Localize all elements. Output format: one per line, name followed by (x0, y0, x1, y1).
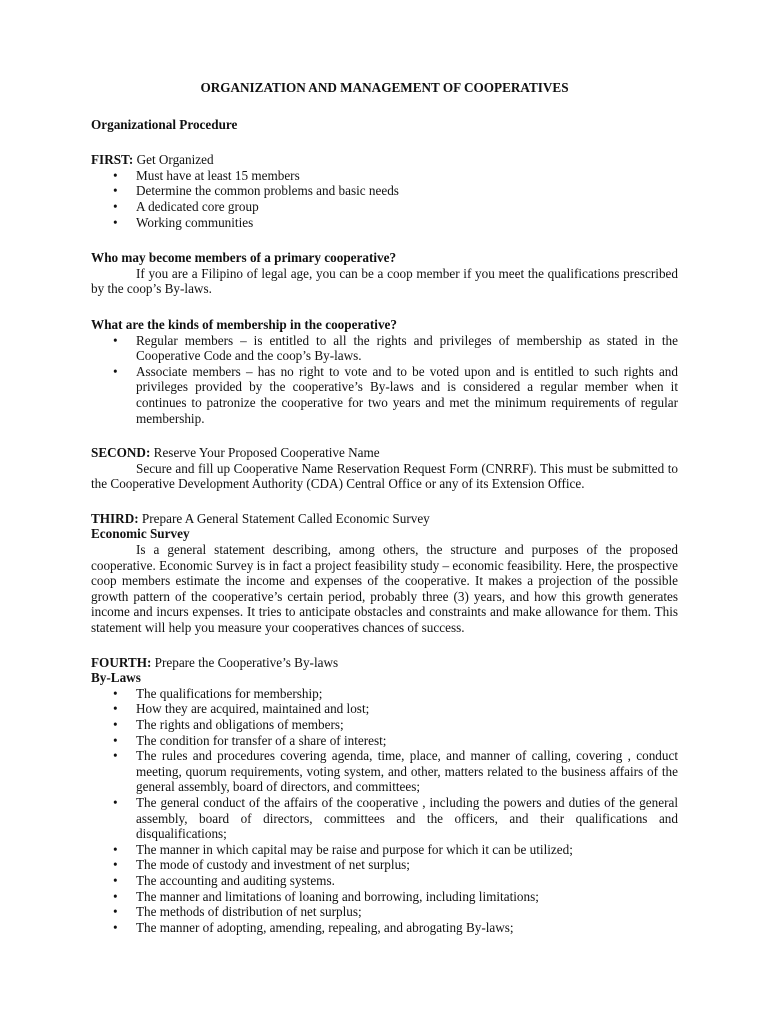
list-item: • The general conduct of the affairs of the cooperative , including the powers and duties of the general assembly, board of directors, committees and the officers, and their qualifications and disqualifications; (113, 794, 678, 842)
step-second-paragraph: Secure and fill up Cooperative Name Reservation Request Form (CNRRF). This must be submitted to the Cooperative Development Authority (CDA) Central Office or any of its Extension Office. (91, 460, 678, 492)
list-item: • Must have at least 15 members (113, 167, 300, 183)
economic-survey-paragraph: Is a general statement describing, among others, the structure and purposes of the proposed cooperative. Economic Survey is in fact a project feasibility study – economic feasibility. Here, the prospective coop members estimate the income and expenses of the cooperative. It makes a projection of the possible growth pattern of the cooperative’s certain period, probably three (3) years, and how this growth generates income and incurs expenses. It tries to anticipate obstacles and constraints and make allowance for them. This statement will help you measure your cooperatives chances of success. (91, 542, 678, 636)
step-second-label: SECOND: (91, 445, 151, 461)
answer-members: If you are a Filipino of legal age, you can be a coop member if you meet the qualifications prescribed by the coop’s By-laws. (91, 265, 678, 297)
list-item: • The qualifications for membership; (113, 685, 323, 701)
list-item: • The methods of distribution of net surplus; (113, 904, 362, 920)
step-second (91, 445, 678, 461)
question-members: Who may become members of a primary cooperative? (91, 250, 397, 266)
document-body (91, 80, 678, 935)
list-item: • The accounting and auditing systems. (113, 872, 335, 888)
list-item: • Working communities (113, 214, 254, 230)
bylaws-list (91, 686, 678, 936)
step-third (91, 511, 678, 527)
list-item: • The mode of custody and investment of net surplus; (113, 857, 410, 873)
list-item: • The manner in which capital may be raise and purpose for which it can be utilized; (113, 841, 573, 857)
list-item: • The rights and obligations of members; (113, 717, 344, 732)
step-second-text: Reserve Your Proposed Cooperative Name (150, 445, 380, 461)
list-item: • The rules and procedures covering agenda, time, place, and manner of calling, covering , conduct meeting, quorum requirements, voting system, and other, matters related to the business affairs of the general assembly, board of directors, and committees; (113, 748, 678, 795)
step-fourth-label: FOURTH: (91, 654, 152, 670)
membership-kinds-list (91, 333, 678, 427)
step-fourth (91, 655, 678, 671)
economic-survey-heading: Economic Survey (91, 526, 190, 542)
document-title: ORGANIZATION AND MANAGEMENT OF COOPERATIVES (200, 80, 569, 95)
step-third-label: THIRD: (91, 510, 139, 526)
list-item: • The manner of adopting, amending, repealing, and abrogating By-laws; (113, 919, 514, 935)
step-first (91, 152, 678, 168)
question-membership-kinds: What are the kinds of membership in the cooperative? (91, 316, 397, 332)
list-item: • How they are acquired, maintained and lost; (113, 701, 370, 717)
list-item: • A dedicated core group (113, 198, 259, 214)
step-third-text: Prepare A General Statement Called Economic Survey (138, 510, 430, 526)
section-heading: Organizational Procedure (91, 116, 238, 132)
bylaws-heading: By-Laws (91, 670, 141, 686)
list-item: • The condition for transfer of a share of interest; (113, 732, 387, 748)
list-item: • Associate members – has no right to vote and to be voted upon and is entitled to such rights and privileges provided by the cooperative’s By-laws and is considered a regular member when it continues to patronize the cooperative for two years and met the minimum requirements of regular membership. (113, 363, 678, 426)
step-first-text: Get Organized (133, 152, 214, 168)
step-first-label: FIRST: (91, 152, 134, 168)
step-fourth-text: Prepare the Cooperative’s By-laws (151, 654, 339, 670)
first-bullet-list (91, 168, 678, 230)
list-item: • Determine the common problems and basic needs (113, 183, 399, 199)
list-item: • Regular members – is entitled to all the rights and privileges of membership as stated in the Cooperative Code and the coop’s By-laws. (113, 332, 678, 364)
list-item: • The manner and limitations of loaning and borrowing, including limitations; (113, 888, 539, 904)
